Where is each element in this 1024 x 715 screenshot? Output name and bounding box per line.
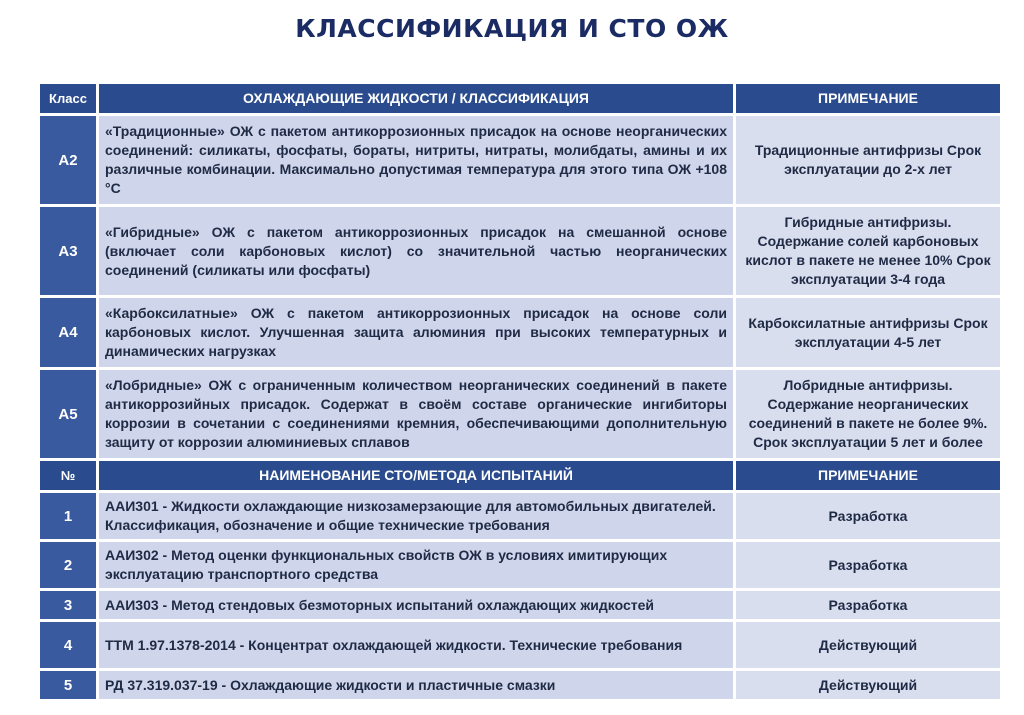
table-row — [40, 542, 1000, 588]
class-note: Карбоксилатные антифризы Срок эксплуатации 4-5 лет — [736, 298, 1000, 367]
standard-status: Действующий — [736, 622, 1000, 668]
table-row — [40, 207, 1000, 295]
class-code: А3 — [40, 207, 96, 295]
standard-description — [99, 542, 733, 588]
class-description-text: «Карбоксилатные» ОЖ с пакетом антикоррозионных присадок на основе соли карбоновых кислот. Улучшенная защита алюминия при высоких температурных и динамических нагрузках — [105, 305, 727, 359]
header-note: ПРИМЕЧАНИЕ — [736, 461, 1000, 490]
header-classification: ОХЛАЖДАЮЩИЕ ЖИДКОСТИ / КЛАССИФИКАЦИЯ — [99, 84, 733, 113]
class-description-text: «Традиционные» ОЖ с пакетом антикоррозионных присадок на основе неорганических соединений: силикаты, фосфаты, бораты, нитриты, нитраты, молибдаты, амины и их различные комбинации. Максимально допустимая температура для этого типа ОЖ +108 °С — [105, 123, 727, 196]
class-description — [99, 116, 733, 204]
standard-number: 3 — [40, 591, 96, 619]
class-description — [99, 207, 733, 295]
table-row — [40, 493, 1000, 539]
standard-status: Разработка — [736, 542, 1000, 588]
page-title: КЛАССИФИКАЦИЯ И СТО ОЖ — [295, 14, 729, 43]
table-row — [40, 298, 1000, 367]
standard-description — [99, 493, 733, 539]
class-description-text: «Лобридные» ОЖ с ограниченным количеством неорганических соединений в пакете антикоррозийных присадок. Содержат в своём составе органические ингибиторы коррозии в сочетании с соединениями кремния, обеспечивающими дополнительную защиту от коррозии алюминиевых сплавов — [105, 377, 727, 450]
standard-description — [99, 671, 733, 699]
standard-description-text: РД 37.319.037-19 - Охлаждающие жидкости и пластичные смазки — [105, 676, 556, 693]
table-row — [40, 591, 1000, 619]
standard-number: 4 — [40, 622, 96, 668]
class-code: А2 — [40, 116, 96, 204]
table-row — [40, 116, 1000, 204]
class-description — [99, 370, 733, 458]
standard-description — [99, 622, 733, 668]
standards-header-row — [40, 461, 1000, 490]
class-description-text: «Гибридные» ОЖ с пакетом антикоррозионных присадок на смешанной основе (включает соли карбоновых кислот) со значительной частью неорганических соединений (силикаты или фосфаты) — [105, 223, 727, 278]
table-row — [40, 622, 1000, 668]
standard-status: Разработка — [736, 493, 1000, 539]
standard-description-text: ААИ303 - Метод стендовых безмоторных испытаний охлаждающих жидкостей — [105, 596, 654, 613]
header-note: ПРИМЕЧАНИЕ — [736, 84, 1000, 113]
coolant-table — [40, 84, 1000, 699]
class-note: Лобридные антифризы. Содержание неорганических соединений в пакете не более 9%. Срок эксплуатации 5 лет и более — [736, 370, 1000, 458]
standard-number: 1 — [40, 493, 96, 539]
class-code: А5 — [40, 370, 96, 458]
classification-header-row — [40, 84, 1000, 113]
standard-description-text: ТТМ 1.97.1378-2014 - Концентрат охлаждающей жидкости. Технические требования — [105, 636, 683, 653]
standard-description-text: ААИ301 - Жидкости охлаждающие низкозамерзающие для автомобильных двигателей. Классификация, обозначение и общие технические требования — [105, 498, 716, 533]
table-row — [40, 370, 1000, 458]
standard-number: 5 — [40, 671, 96, 699]
class-code: А4 — [40, 298, 96, 367]
standard-number: 2 — [40, 542, 96, 588]
standard-description — [99, 591, 733, 619]
header-standard-name: НАИМЕНОВАНИЕ СТО/МЕТОДА ИСПЫТАНИЙ — [99, 461, 733, 490]
standard-status: Действующий — [736, 671, 1000, 699]
standard-status: Разработка — [736, 591, 1000, 619]
header-number: № — [40, 461, 96, 490]
class-note: Гибридные антифризы. Содержание солей карбоновых кислот в пакете не менее 10% Срок эксплуатации 3-4 года — [736, 207, 1000, 295]
standard-description-text: ААИ302 - Метод оценки функциональных свойств ОЖ в условиях имитирующих эксплуатацию транспортного средства — [105, 547, 668, 582]
class-note: Традиционные антифризы Срок эксплуатации до 2-х лет — [736, 116, 1000, 204]
header-class: Класс — [40, 84, 96, 113]
class-description — [99, 298, 733, 367]
table-row — [40, 671, 1000, 699]
